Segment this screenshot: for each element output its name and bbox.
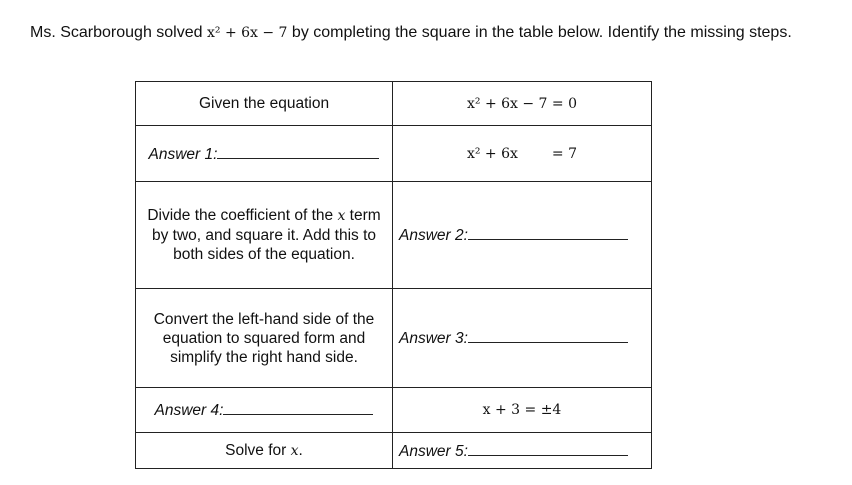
answer-1-blank[interactable] [217, 144, 379, 159]
step-2-rhs: = 7 [551, 145, 578, 162]
answer-5-blank[interactable] [468, 441, 628, 456]
table-row [136, 82, 652, 126]
step-3-variable: x [337, 208, 346, 224]
step-5-equation-text: x + 3 = ±4 [482, 402, 562, 418]
step-2-equation [393, 126, 652, 182]
step-4-instruction: Convert the left-hand side of the equation to squared form and simplify the right hand side. [136, 289, 393, 388]
answer-4-cell [136, 388, 393, 433]
prompt-text-start: Ms. Scarborough solved [30, 24, 207, 41]
step-given-label: Given the equation [136, 82, 393, 126]
step-2-lhs: x² + 6x [466, 145, 518, 162]
answer-3-cell [393, 289, 652, 388]
answer-4-blank[interactable] [223, 400, 373, 415]
answer-4-label: Answer 4: [154, 402, 224, 419]
prompt-expression: x² + 6x − 7 [206, 25, 288, 41]
step-6-variable: x [290, 442, 299, 459]
table-row [136, 433, 652, 469]
answer-1-label: Answer 1: [148, 145, 218, 163]
given-equation [393, 82, 652, 126]
table-row [136, 388, 652, 433]
prompt-text-end: by completing the square in the table below. Identify the missing steps. [287, 24, 792, 41]
completing-square-table [135, 81, 652, 469]
table-row [136, 182, 652, 289]
answer-3-label: Answer 3: [399, 330, 468, 347]
step-6-instruction [136, 433, 393, 469]
answer-5-cell [393, 433, 652, 469]
step-3-instruction [136, 182, 393, 289]
table-row [136, 126, 652, 182]
table-row [136, 289, 652, 388]
step-6-text-end: . [298, 441, 303, 459]
given-equation-text: x² + 6x − 7 = 0 [466, 95, 578, 112]
step-6-text-start: Solve for [225, 441, 291, 459]
answer-5-label: Answer 5: [399, 442, 468, 460]
answer-3-blank[interactable] [468, 328, 628, 343]
step-3-text-end: term by two, and square it. Add this to both sides of the equation. [151, 207, 381, 263]
answer-2-cell [393, 182, 652, 289]
step-3-text-start: Divide the coefficient of the [147, 207, 338, 224]
answer-2-blank[interactable] [468, 225, 628, 240]
answer-1-cell [136, 126, 393, 182]
answer-2-label: Answer 2: [399, 227, 468, 244]
step-5-equation [393, 388, 652, 433]
question-prompt [30, 23, 820, 43]
